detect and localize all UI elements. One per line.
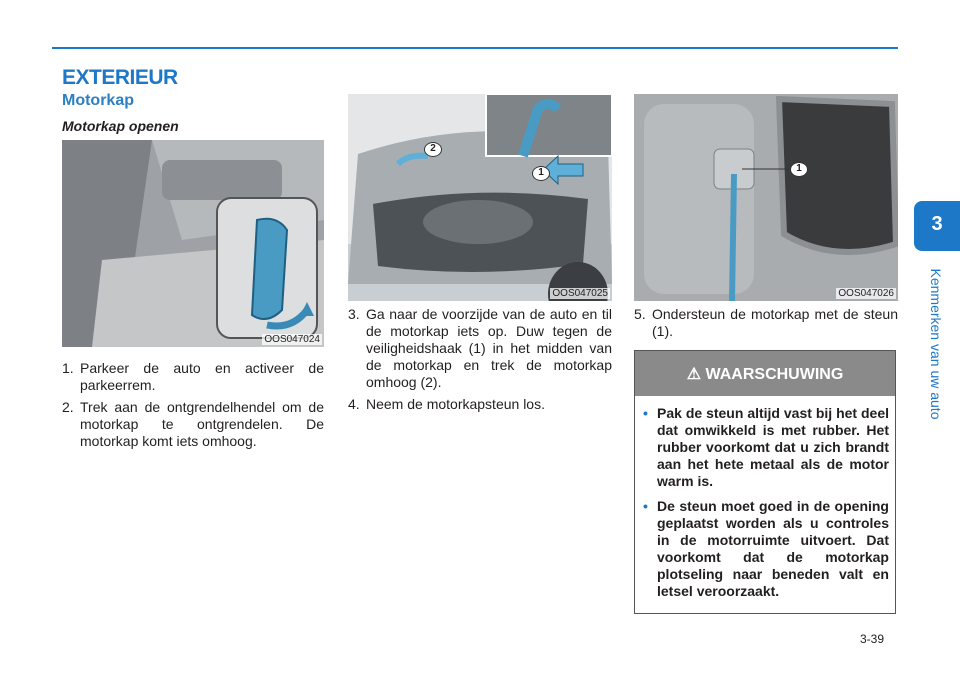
warning-list — [643, 405, 889, 608]
step-number: 4. — [348, 396, 360, 412]
figure-release-lever — [62, 140, 324, 347]
warning-item — [643, 498, 889, 600]
warning-triangle-icon: ⚠ — [686, 366, 702, 383]
steps-column-2 — [348, 306, 612, 418]
callout-2: 2 — [424, 142, 442, 157]
release-lever-illustration — [62, 140, 324, 347]
step-text: Neem de motorkapsteun los. — [366, 396, 545, 412]
hood-support-illustration — [634, 94, 898, 301]
heading-motorkap: Motorkap — [62, 92, 134, 109]
step-number: 1. — [62, 360, 74, 376]
warning-header — [635, 351, 895, 396]
warning-box — [634, 350, 896, 614]
chapter-title-vertical — [928, 254, 944, 434]
chapter-tab — [914, 201, 960, 251]
car-front-illustration — [348, 94, 612, 301]
step-number: 2. — [62, 399, 74, 415]
callout-1: 1 — [532, 166, 550, 181]
chapter-title: Kenmerken van uw auto — [928, 268, 944, 420]
step-number: 5. — [634, 306, 646, 322]
warning-title-text: WAARSCHUWING — [705, 366, 844, 383]
bullet-icon: • — [643, 405, 648, 421]
warning-title — [635, 364, 895, 384]
warning-text: Pak de steun altijd vast bij het deel dat omwikkeld is met rubber. Het rubber voorkomt dat u zich brandt aan het hete metaal als de motor warm is. — [657, 405, 889, 489]
figure-safety-hook — [348, 94, 612, 301]
step-item — [62, 360, 324, 394]
step-item — [62, 399, 324, 450]
figure-code: OOS047025 — [552, 288, 608, 299]
steps-column-1 — [62, 360, 324, 455]
step-text: Parkeer de auto en activeer de parkeerrem. — [80, 360, 324, 393]
step-text: Ondersteun de motorkap met de steun (1). — [652, 306, 898, 339]
figure-code: OOS047026 — [838, 288, 894, 299]
step-item — [634, 306, 898, 340]
subheading-motorkap-openen: Motorkap openen — [62, 118, 179, 134]
page-number: 3-39 — [860, 632, 885, 646]
step-text: Trek aan de ontgrendelhendel om de motorkap te ontgrendelen. De motorkap komt iets omhoog. — [80, 399, 324, 449]
figure-hood-support — [634, 94, 898, 301]
figure-code: OOS047024 — [264, 334, 320, 345]
step-item — [348, 306, 612, 391]
step-item — [348, 396, 612, 413]
warning-text: De steun moet goed in de opening geplaatst worden als u controles in de motorruimte uitvoert. Dat voorkomt dat de motorkap plotseling naar beneden valt en letsel veroorzaakt. — [657, 498, 889, 599]
step-text: Ga naar de voorzijde van de auto en til de motorkap iets op. Duw tegen de veiligheidshaak (1) in het midden van de motorkap en trek de motorkap omhoog (2). — [366, 306, 612, 390]
steps-column-3 — [634, 306, 898, 345]
header-rule — [52, 47, 898, 49]
section-title: EXTERIEUR — [62, 66, 178, 89]
bullet-icon: • — [643, 498, 648, 514]
callout-1: 1 — [790, 162, 808, 177]
chapter-number: 3 — [931, 213, 943, 235]
warning-item — [643, 405, 889, 490]
step-number: 3. — [348, 306, 360, 322]
